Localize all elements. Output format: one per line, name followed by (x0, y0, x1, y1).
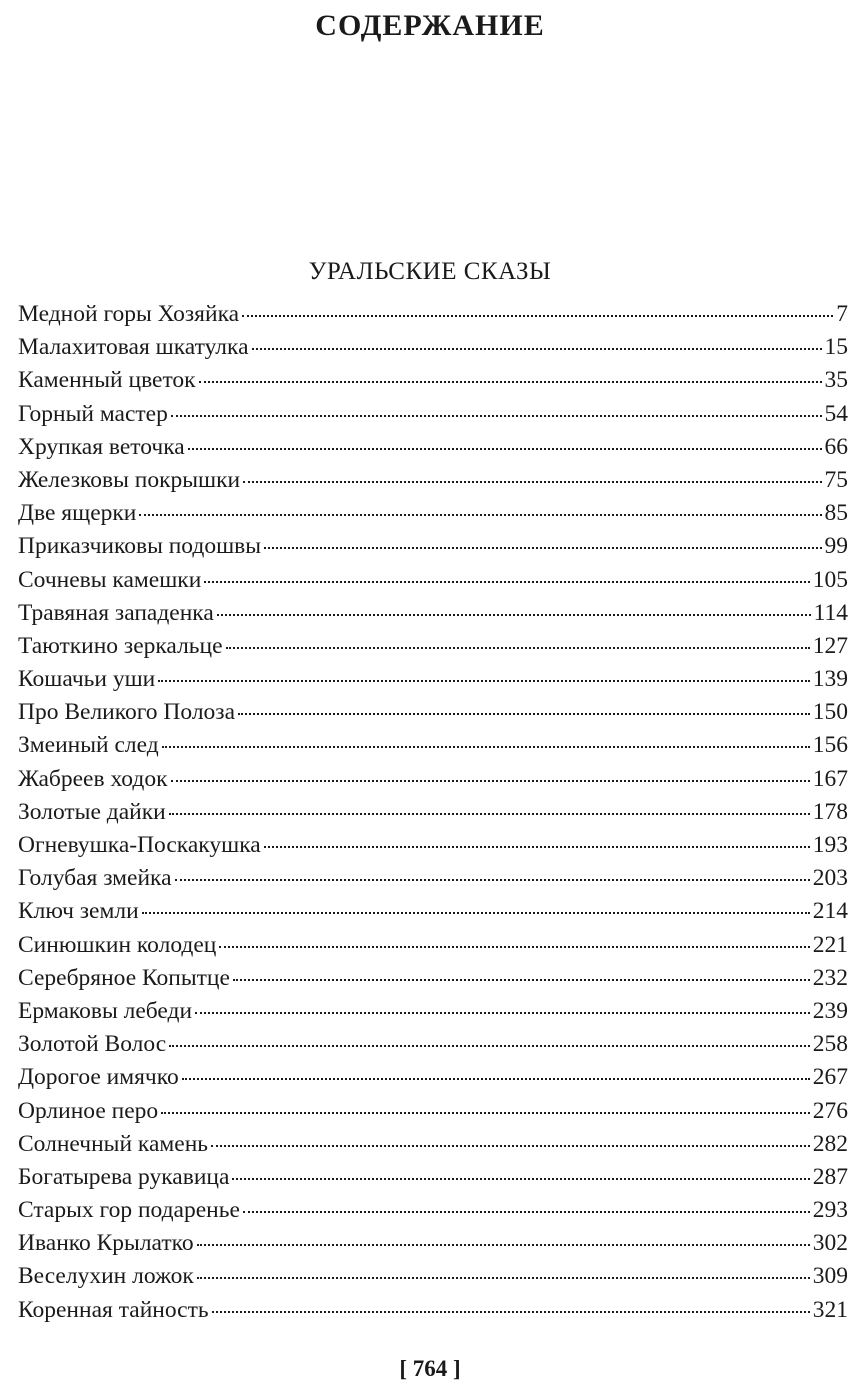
dot-leader (197, 1243, 810, 1246)
toc-entry-page: 66 (824, 433, 848, 460)
toc-entry-page: 178 (812, 798, 848, 825)
toc-entry-title: Дорогое имячко (18, 1064, 179, 1091)
toc-entry-page: 276 (812, 1097, 848, 1124)
toc-entry (18, 564, 848, 597)
dot-leader (232, 1177, 809, 1180)
toc-entry-title: Медной горы Хозяйка (18, 301, 240, 327)
dot-leader (158, 679, 810, 682)
toc-entry-page: 267 (812, 1064, 848, 1091)
toc-entry-title: Ермаковы лебеди (18, 997, 193, 1024)
toc-entry (18, 1260, 848, 1293)
toc-entry-page: 193 (812, 832, 848, 858)
toc-entry (18, 862, 848, 895)
toc-entry (18, 431, 848, 464)
table-of-contents (18, 298, 848, 1327)
toc-entry-page: 99 (824, 533, 848, 560)
toc-entry-title: Коренная тайность (18, 1296, 209, 1323)
toc-entry-title: Орлиное перо (18, 1097, 159, 1124)
page-number: [ 764 ] (399, 1356, 461, 1381)
toc-entry (18, 1194, 848, 1227)
dot-leader (161, 1111, 810, 1114)
dot-leader (264, 546, 821, 549)
toc-entry (18, 630, 848, 663)
toc-entry-page: 221 (812, 931, 848, 958)
dot-leader (195, 1011, 810, 1014)
dot-leader (175, 878, 810, 881)
toc-entry (18, 597, 848, 630)
toc-entry (18, 530, 848, 563)
toc-entry-title: Про Великого Полоза (18, 699, 236, 726)
toc-entry (18, 962, 848, 995)
toc-entry (18, 497, 848, 530)
toc-entry (18, 1227, 848, 1260)
toc-entry-page: 214 (812, 898, 848, 925)
toc-entry-title: Богатырева рукавица (18, 1163, 230, 1190)
toc-entry (18, 398, 848, 431)
dot-leader (243, 1210, 810, 1213)
toc-entry-page: 239 (812, 997, 848, 1024)
toc-entry-page: 258 (812, 1031, 848, 1058)
toc-entry-title: Веселухин ложок (18, 1263, 194, 1290)
toc-entry-page: 75 (824, 466, 848, 493)
toc-entry (18, 1161, 848, 1194)
dot-leader (217, 613, 811, 616)
toc-entry (18, 929, 848, 962)
toc-entry-page: 156 (812, 732, 848, 759)
toc-entry-title: Каменный цветок (18, 367, 196, 394)
toc-entry-title: Ключ земли (18, 898, 139, 925)
toc-entry-page: 139 (812, 666, 848, 693)
toc-entry (18, 663, 848, 696)
dot-leader (171, 779, 810, 782)
toc-entry (18, 464, 848, 497)
toc-entry-page: 35 (824, 367, 848, 394)
toc-entry-page: 282 (812, 1130, 848, 1157)
dot-leader (204, 580, 809, 583)
toc-entry-page: 105 (812, 566, 848, 593)
toc-entry-page: 293 (812, 1197, 848, 1224)
dot-leader (162, 745, 810, 748)
toc-entry-title: Серебряное Копытце (18, 964, 230, 991)
toc-entry-page: 54 (824, 400, 848, 427)
toc-entry (18, 1294, 848, 1327)
toc-entry (18, 298, 848, 331)
toc-entry-page: 309 (812, 1263, 848, 1290)
dot-leader (219, 945, 809, 948)
toc-entry (18, 331, 848, 364)
toc-entry-page: 85 (824, 500, 848, 527)
toc-entry-title: Травяная западенка (18, 599, 214, 626)
toc-entry-page: 302 (812, 1230, 848, 1257)
toc-entry-page: 203 (812, 865, 848, 892)
dot-leader (243, 480, 821, 483)
toc-entry (18, 729, 848, 762)
section-title: УРАЛЬСКИЕ СКАЗЫ (308, 258, 552, 285)
dot-leader (211, 1144, 810, 1147)
toc-entry-title: Синюшкин колодец (18, 931, 217, 958)
dot-leader (169, 812, 810, 815)
toc-entry-title: Кошачьи уши (18, 666, 156, 693)
toc-entry-page: 321 (812, 1296, 848, 1323)
toc-entry (18, 696, 848, 729)
page-title: СОДЕРЖАНИЕ (315, 9, 545, 42)
toc-entry-title: Золотые дайки (18, 798, 166, 825)
toc-entry-title: Голубая змейка (18, 865, 172, 892)
toc-entry-title: Солнечный камень (18, 1130, 208, 1157)
toc-entry-page: 127 (812, 632, 848, 659)
dot-leader (242, 314, 833, 317)
toc-entry-title: Хрупкая веточка (18, 433, 185, 460)
toc-entry-title: Железковы покрышки (18, 466, 241, 493)
dot-leader (264, 845, 810, 848)
dot-leader (233, 978, 810, 981)
toc-entry (18, 763, 848, 796)
toc-entry-page: 287 (812, 1163, 848, 1190)
toc-entry-title: Таюткино зеркальце (18, 632, 223, 659)
dot-leader (142, 911, 810, 914)
toc-entry-title: Золотой Волос (18, 1031, 167, 1058)
toc-entry (18, 995, 848, 1028)
toc-entry (18, 829, 848, 862)
dot-leader (238, 712, 810, 715)
toc-entry (18, 364, 848, 397)
toc-entry (18, 796, 848, 829)
toc-entry-title: Старых гор подаренье (18, 1197, 240, 1224)
toc-entry (18, 1095, 848, 1128)
toc-entry-title: Змеиный след (18, 732, 159, 759)
dot-leader (199, 380, 822, 383)
toc-entry-page: 7 (836, 301, 848, 327)
toc-entry-page: 232 (812, 964, 848, 991)
toc-entry (18, 1061, 848, 1094)
toc-entry-title: Малахитовая шкатулка (18, 334, 249, 361)
toc-entry-title: Две ящерки (18, 500, 137, 527)
dot-leader (252, 347, 822, 350)
toc-entry (18, 895, 848, 928)
toc-entry-title: Приказчиковы подошвы (18, 533, 262, 560)
toc-entry-title: Сочневы камешки (18, 566, 202, 593)
toc-entry-page: 15 (824, 334, 848, 361)
toc-entry-title: Огневушка-Поскакушка (18, 832, 261, 858)
dot-leader (212, 1310, 810, 1313)
toc-entry-page: 150 (812, 699, 848, 726)
toc-entry-title: Горный мастер (18, 400, 168, 427)
dot-leader (226, 646, 810, 649)
dot-leader (188, 447, 822, 450)
dot-leader (139, 513, 821, 516)
toc-entry-title: Иванко Крылатко (18, 1230, 194, 1257)
toc-entry-page: 167 (812, 765, 848, 792)
dot-leader (169, 1044, 810, 1047)
dot-leader (197, 1276, 810, 1279)
toc-entry-title: Жабреев ходок (18, 765, 168, 792)
toc-entry (18, 1128, 848, 1161)
dot-leader (182, 1077, 810, 1080)
toc-entry (18, 1028, 848, 1061)
toc-entry-page: 114 (813, 599, 848, 626)
dot-leader (171, 414, 822, 417)
